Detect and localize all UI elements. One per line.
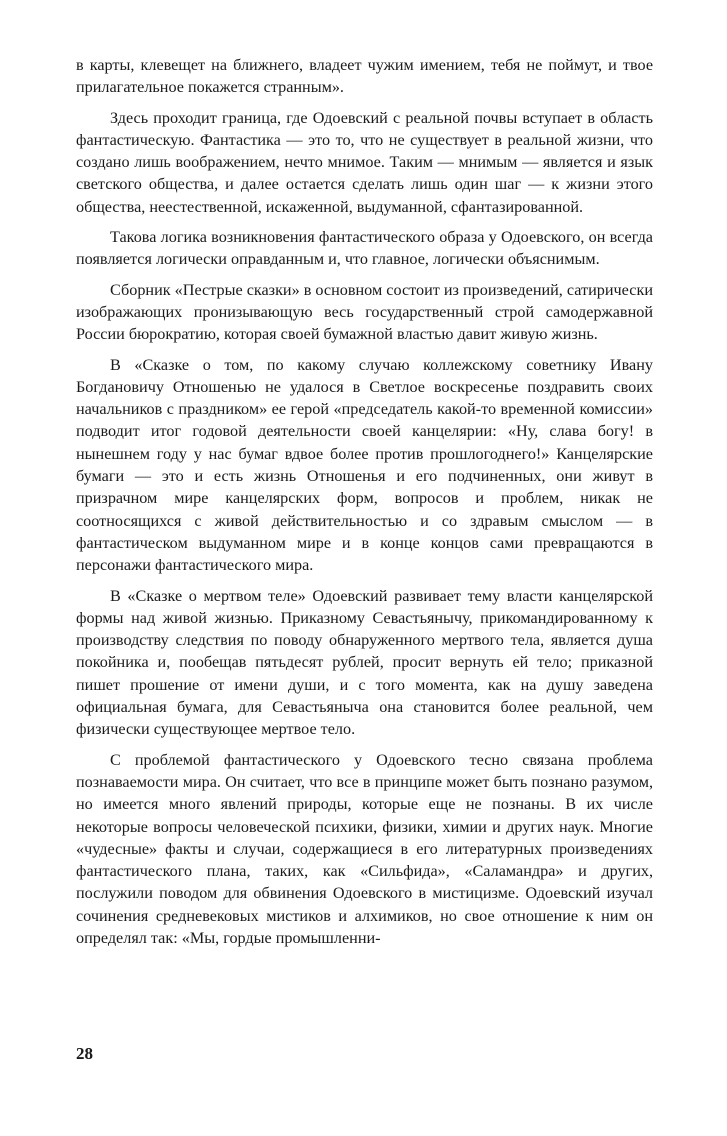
paragraph-3: Такова логика возникновения фантастического образа у Одоевского, он всегда появляется логически оправданным и, что главное, логически объяснимым. <box>76 228 653 269</box>
paragraph-1: в карты, клевещет на ближнего, владеет чужим имением, тебя не поймут, и твое прилагательное покажется странным». <box>76 56 653 97</box>
paragraph-6: В «Сказке о мертвом теле» Одоевский развивает тему власти канцелярской формы над живой жизнью. Приказному Севастьянычу, прикомандированному к производству следствия по поводу обнаруженного мертвого тела, является душа покойника и, пообещав пятьдесят рублей, просит вернуть ей тело; приказной пишет прошение от имени души, и с того момента, как на душу заведена официальная бумага, для Севастьяныча она становится более реальной, чем физически существующее мертвое тело. <box>76 586 653 739</box>
paragraph-4: Сборник «Пестрые сказки» в основном состоит из произведений, сатирически изображающих пронизывающую весь государственный строй самодержавной России бюрократию, которая своей бумажной властью давит живую жизнь. <box>76 280 653 344</box>
page-body <box>76 54 653 957</box>
paragraph-2: Здесь проходит граница, где Одоевский с реальной почвы вступает в область фантастическую. Фантастика — это то, что не существует в реальной жизни, что создано лишь воображением, нечто мнимое. Таким — мнимым — является и язык светского общества, и далее остается сделать лишь один шаг — к жизни этого общества, неестественной, искаженной, выдуманной, сфантазированной. <box>76 108 653 216</box>
paragraph-5: В «Сказке о том, по какому случаю коллежскому советнику Ивану Богдановичу Отношенью не удалося в Светлое воскресенье поздравить своих начальников с праздником» ее герой «председатель какой-то временной комиссии» подводит итог годовой деятельности своей канцелярии: «Ну, слава богу! в нынешнем году у нас бумаг вдвое более против прошлогоднего!» Канцелярские бумаги — это и есть жизнь Отношенья и его подчиненных, они живут в призрачном мире канцелярских форм, вопросов и проблем, никак не соотносящихся с живой действительностью и со здравым смыслом — в фантастическом выдуманном мире и в конце концов сами превращаются в персонажи фантастического мира. <box>76 355 653 575</box>
page-number: 28 <box>76 1044 93 1063</box>
paragraph-7: С проблемой фантастического у Одоевского тесно связана проблема познаваемости мира. Он считает, что все в принципе может быть познано разумом, но имеется много явлений природы, которые еще не познаны. В их числе некоторые вопросы человеческой психики, физики, химии и других наук. Многие «чудесные» факты и случаи, содержащиеся в его литературных произведениях фантастического плана, таких, как «Сильфида», «Саламандра» и других, послужили поводом для обвинения Одоевского в мистицизме. Одоевский изучал сочинения средневековых мистиков и алхимиков, но свое отношение к ним он определял так: «Мы, гордые промышленни- <box>76 750 653 947</box>
